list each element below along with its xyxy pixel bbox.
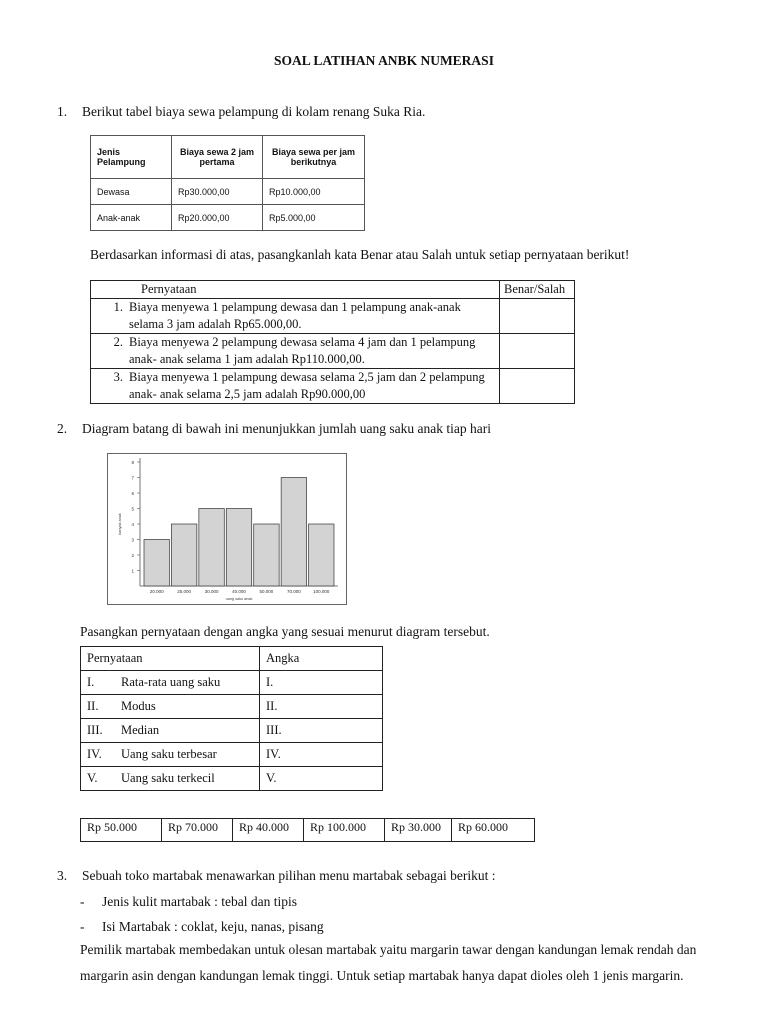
rental-price-table <box>90 135 365 231</box>
bar <box>281 478 306 587</box>
y-tick-label: 7 <box>131 475 134 481</box>
table-row <box>81 743 383 767</box>
question-3 <box>57 868 496 884</box>
table-cell: Rp5.000,00 <box>263 205 365 231</box>
x-tick-label: 70.000 <box>286 589 301 594</box>
answer-option[interactable]: Rp 100.000 <box>304 819 385 842</box>
table-cell: Anak-anak <box>91 205 172 231</box>
roman-numeral: III. <box>87 723 103 737</box>
roman-numeral: V. <box>87 771 98 785</box>
question-text: Diagram batang di bawah ini menunjukkan jumlah uang saku anak tiap hari <box>82 421 492 436</box>
x-tick-label: 50.000 <box>259 589 274 594</box>
bullet-text: Jenis kulit martabak : tebal dan tipis <box>102 894 297 909</box>
statement-label: Modus <box>121 699 156 713</box>
table-row <box>81 719 383 743</box>
statement-text: Biaya menyewa 2 pelampung dewasa selama 4 jam dan 1 pelampung anak- anak selama 1 jam adalah Rp110.000,00. <box>129 335 476 366</box>
x-tick-label: 100.000 <box>313 589 330 594</box>
table-header-cell: Biaya sewa per jam berikutnya <box>263 136 365 179</box>
statement-label: Rata-rata uang saku <box>121 675 221 689</box>
question-text: Berikut tabel biaya sewa pelampung di kolam renang Suka Ria. <box>82 104 426 119</box>
bar-chart-frame <box>107 453 347 605</box>
statement-number: 2. <box>113 335 123 349</box>
true-false-table <box>90 280 575 404</box>
x-tick-label: 40.000 <box>232 589 246 594</box>
answer-option[interactable]: Rp 30.000 <box>385 819 452 842</box>
roman-numeral: IV. <box>87 747 102 761</box>
x-tick-label: 20.000 <box>149 589 164 594</box>
statement-text: Biaya menyewa 1 pelampung dewasa selama 2,5 jam dan 2 pelampung anak- anak selama 2,5 jam adalah Rp90.000,00 <box>129 370 485 401</box>
answer-cell[interactable] <box>500 369 575 404</box>
answer-option[interactable]: Rp 50.000 <box>81 819 162 842</box>
table-row <box>91 369 575 404</box>
question-1 <box>57 104 426 120</box>
q2-instruction: Pasangkan pernyataan dengan angka yang sesuai menurut diagram tersebut. <box>80 624 490 639</box>
question-number: 1. <box>57 104 68 119</box>
statement-label: Uang saku terbesar <box>121 747 217 761</box>
y-axis-label: banyak anak <box>118 513 122 535</box>
table-header-row <box>81 647 383 671</box>
y-tick-label: 4 <box>131 522 134 527</box>
y-tick-label: 5 <box>131 506 134 512</box>
table-row <box>81 671 383 695</box>
y-tick-label: 8 <box>131 460 134 465</box>
bar <box>226 509 251 587</box>
bar <box>144 540 169 587</box>
y-tick-label: 2 <box>131 553 134 558</box>
table-header-cell: Benar/Salah <box>500 281 575 299</box>
q3-paragraph: Pemilik martabak membedakan untuk olesan martabak yaitu margarin tawar dengan kandungan lemak rendah dan margarin asin dengan kandungan lemak tinggi. Untuk setiap martabak hanya dapat dioles oleh 1 jenis margarin. <box>80 942 697 983</box>
statement-number: 3. <box>113 370 123 384</box>
table-cell: Dewasa <box>91 179 172 205</box>
bullet-dash: - <box>80 894 85 909</box>
answer-cell[interactable]: I. <box>260 671 383 695</box>
table-cell: Rp10.000,00 <box>263 179 365 205</box>
question-number: 2. <box>57 421 68 436</box>
table-header-row <box>91 281 575 299</box>
answer-option[interactable]: Rp 60.000 <box>452 819 535 842</box>
question-text: Sebuah toko martabak menawarkan pilihan menu martabak sebagai berikut : <box>82 868 496 883</box>
statement-label: Uang saku terkecil <box>121 771 215 785</box>
roman-numeral: I. <box>87 675 95 689</box>
bar <box>254 524 279 586</box>
answer-options-table <box>80 818 535 842</box>
y-tick-label: 1 <box>131 568 134 574</box>
y-tick-label: 6 <box>131 491 134 496</box>
bar <box>199 509 224 587</box>
answer-cell[interactable]: III. <box>260 719 383 743</box>
x-tick-label: 25.000 <box>177 589 192 594</box>
table-header-cell: Pernyataan <box>91 281 500 299</box>
table-cell: Rp30.000,00 <box>172 179 263 205</box>
table-header-cell: Biaya sewa 2 jam pertama <box>172 136 263 179</box>
answer-option[interactable]: Rp 70.000 <box>162 819 233 842</box>
answer-cell[interactable]: II. <box>260 695 383 719</box>
bar <box>309 524 334 586</box>
table-row <box>81 767 383 791</box>
answer-cell[interactable]: V. <box>260 767 383 791</box>
x-axis-label: uang saku anak <box>225 597 253 601</box>
table-row <box>91 205 365 231</box>
bullet-text: Isi Martabak : coklat, keju, nanas, pisang <box>102 919 324 934</box>
question-2 <box>57 421 492 437</box>
x-tick-label: 30.000 <box>204 589 219 594</box>
table-row <box>91 299 575 334</box>
answer-cell[interactable] <box>500 299 575 334</box>
table-header-cell: Jenis Pelampung <box>91 136 172 179</box>
statement-number: 1. <box>113 300 123 314</box>
list-item <box>80 919 324 935</box>
table-header-cell: Angka <box>260 647 383 671</box>
page-title: SOAL LATIHAN ANBK NUMERASI <box>274 53 494 68</box>
matching-table <box>80 646 383 791</box>
statement-label: Median <box>121 723 160 737</box>
bullet-dash: - <box>80 919 85 934</box>
answer-cell[interactable]: IV. <box>260 743 383 767</box>
table-row <box>81 819 535 842</box>
table-row <box>91 179 365 205</box>
table-row <box>91 334 575 369</box>
bar-chart <box>108 454 346 604</box>
list-item <box>80 894 297 910</box>
y-tick-label: 3 <box>131 537 134 543</box>
roman-numeral: II. <box>87 699 99 713</box>
answer-cell[interactable] <box>500 334 575 369</box>
q1-instruction: Berdasarkan informasi di atas, pasangkanlah kata Benar atau Salah untuk setiap pernyataan berikut! <box>90 247 630 262</box>
question-number: 3. <box>57 868 68 883</box>
table-header-cell: Pernyataan <box>81 647 260 671</box>
table-cell: Rp20.000,00 <box>172 205 263 231</box>
bar <box>171 524 196 586</box>
table-row <box>81 695 383 719</box>
answer-option[interactable]: Rp 40.000 <box>233 819 304 842</box>
statement-text: Biaya menyewa 1 pelampung dewasa dan 1 pelampung anak-anak selama 3 jam adalah Rp65.000,00. <box>129 300 461 331</box>
table-header-row <box>91 136 365 179</box>
